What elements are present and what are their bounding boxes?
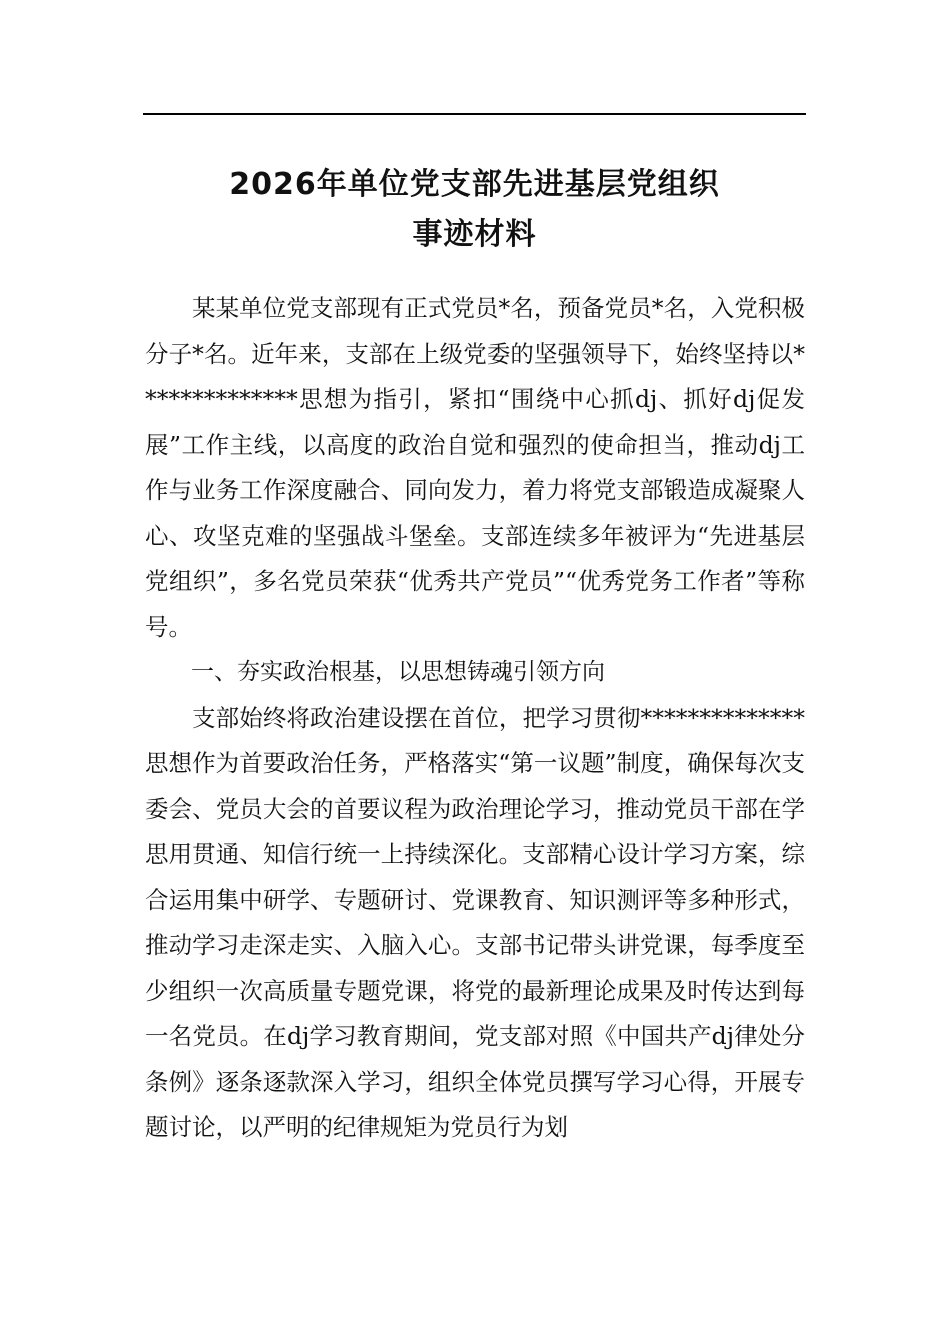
title-line-2: 事迹材料 bbox=[412, 217, 537, 252]
document-title bbox=[143, 160, 806, 260]
title-line-1: 2026年单位党支部先进基层党组织 bbox=[229, 167, 720, 202]
document-body bbox=[145, 286, 805, 1151]
section-1-paragraph: 支部始终将政治建设摆在首位，把学习贯彻**************思想作为首要政治任务，严格落实“第一议题”制度，确保每次支委会、党员大会的首要议程为政治理论学习，推动党员干部在学思用贯通、知信行统一上持续深化。支部精心设计学习方案，综合运用集中研学、专题研讨、党课教育、知识测评等多种形式，推动学习走深走实、入脑入心。支部书记带头讲党课，每季度至少组织一次高质量专题党课，将党的最新理论成果及时传达到每一名党员。在dj学习教育期间，党支部对照《中国共产dj律处分条例》逐条逐款深入学习，组织全体党员撰写学习心得，开展专题讨论，以严明的纪律规矩为党员行为划 bbox=[145, 703, 805, 1141]
header-rule bbox=[143, 113, 806, 115]
section-1-heading: 一、夯实政治根基，以思想铸魂引领方向 bbox=[191, 659, 605, 685]
intro-paragraph: 某某单位党支部现有正式党员*名，预备党员*名，入党积极分子*名。近年来，支部在上级党委的坚强领导下，始终坚持以**************思想为指引，紧扣“围绕中心抓dj、抓好dj促发展”工作主线，以高度的政治自觉和强烈的使命担当，推动dj工作与业务工作深度融合、同向发力，着力将党支部锻造成凝聚人心、攻坚克难的坚强战斗堡垒。支部连续多年被评为“先进基层党组织”，多名党员荣获“优秀共产党员”“优秀党务工作者”等称号。 bbox=[145, 294, 805, 641]
